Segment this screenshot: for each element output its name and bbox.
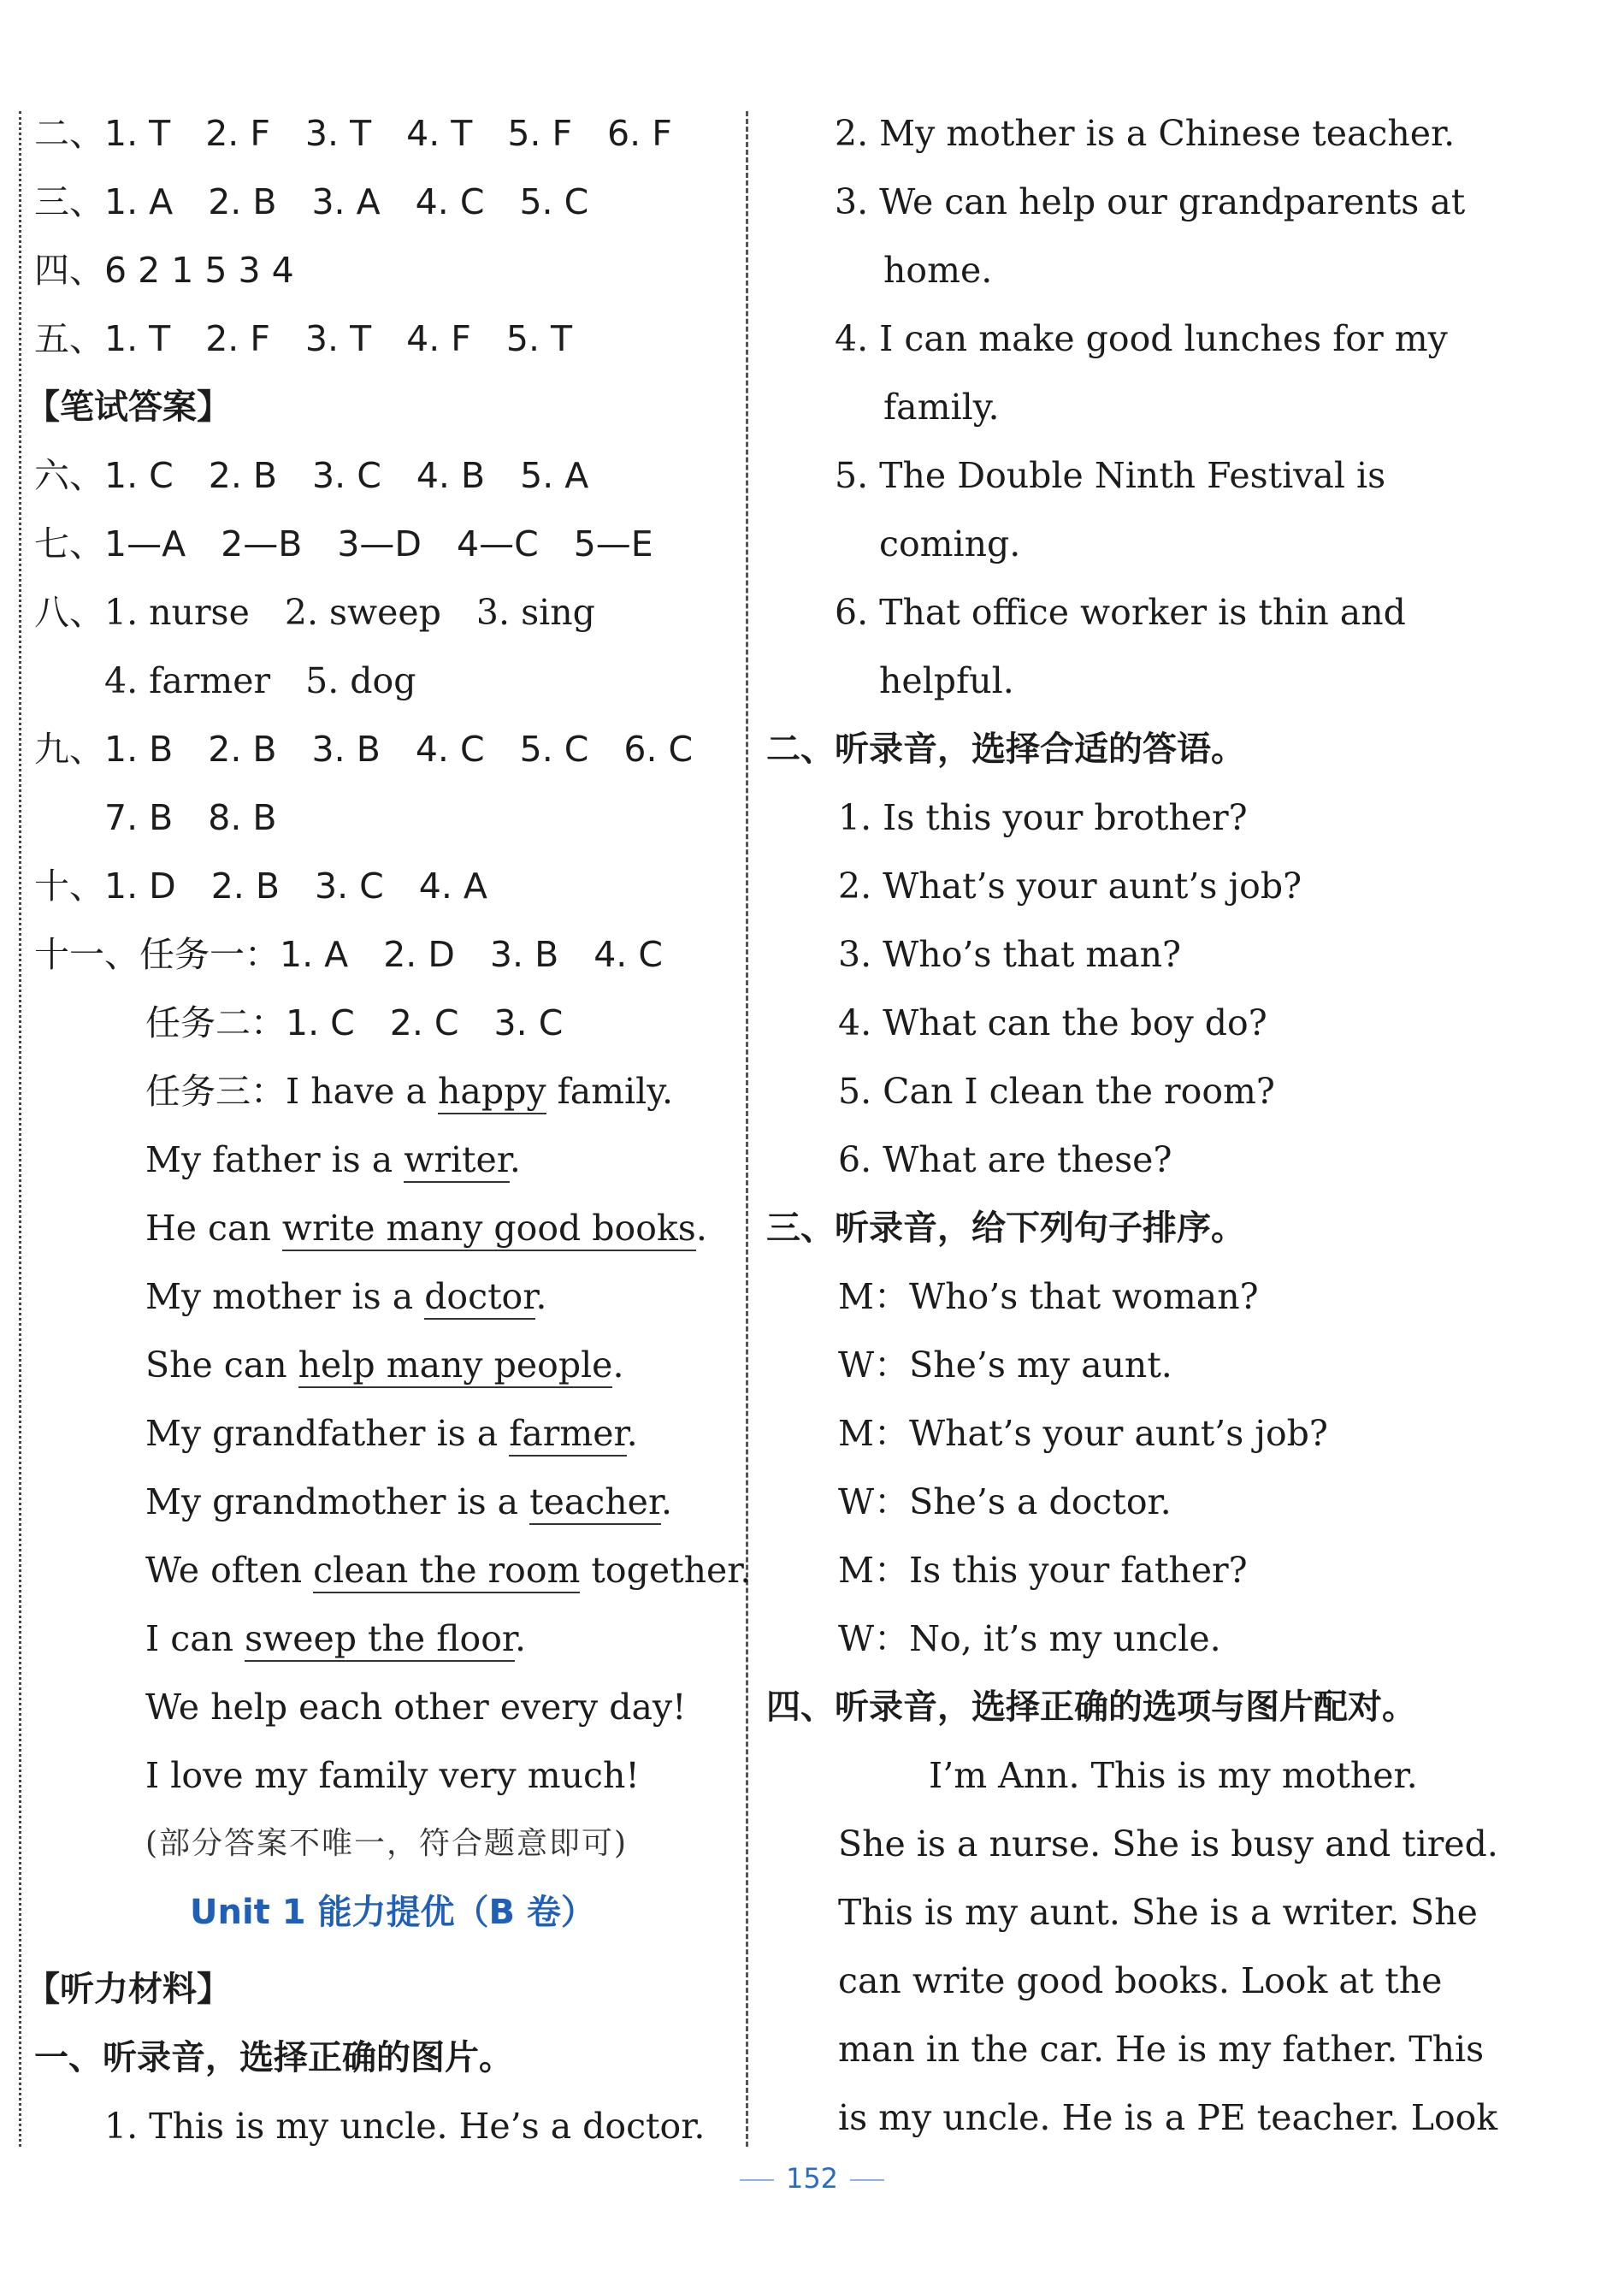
- dialogue-line-3: M：What’s your aunt’s job?: [838, 1413, 1328, 1454]
- dialogue-line-5: M：Is this your father?: [838, 1550, 1248, 1591]
- unit-title: Unit 1 能力提优（B 卷）: [190, 1893, 595, 1932]
- answer-note: (部分答案不唯一，符合题意即可): [145, 1826, 629, 1861]
- task3-line-6: My grandfather is a farmer.: [145, 1409, 638, 1457]
- task3-line-4: My mother is a doctor.: [145, 1273, 546, 1321]
- answer-line-er: 二、1. T 2. F 3. T 4. T 5. F 6. F: [34, 113, 672, 154]
- yi-item-6-cont: helpful.: [879, 660, 1014, 701]
- yi-item-6: 6. That office worker is thin and: [835, 592, 1406, 633]
- dialogue-line-2: W：She’s my aunt.: [838, 1344, 1172, 1386]
- task3-line-9: I can sweep the floor.: [145, 1615, 526, 1663]
- answer-line-jiu-2: 7. B 8. B: [104, 797, 277, 838]
- passage-line-1: I’m Ann. This is my mother.: [929, 1755, 1418, 1796]
- er-question-1: 1. Is this your brother?: [838, 797, 1248, 838]
- answer-line-shiyi-2: 任务二：1. C 2. C 3. C: [145, 1002, 564, 1043]
- task3-line-7: My grandmother is a teacher.: [145, 1478, 672, 1526]
- written-answers-header: 【笔试答案】: [26, 387, 231, 427]
- yi-item-2: 2. My mother is a Chinese teacher.: [835, 113, 1456, 154]
- er-question-6: 6. What are these?: [838, 1139, 1172, 1180]
- passage-line-6: is my uncle. He is a PE teacher. Look: [838, 2097, 1498, 2138]
- answer-line-si: 四、6 2 1 5 3 4: [34, 250, 294, 291]
- yi-item-5-cont: coming.: [879, 523, 1021, 564]
- yi-item-5: 5. The Double Ninth Festival is: [835, 455, 1386, 496]
- line-text: 3. We can help our grandparents at: [835, 181, 1466, 222]
- answer-line-shiyi-1: 十一、任务一：1. A 2. D 3. B 4. C: [34, 934, 663, 975]
- answer-line-jiu-1: 九、1. B 2. B 3. B 4. C 5. C 6. C: [34, 729, 694, 770]
- task3-line-2: My father is a writer.: [145, 1136, 521, 1184]
- fill-answer: sweep the floor: [245, 1618, 515, 1662]
- task3-line-5: She can help many people.: [145, 1341, 624, 1389]
- er-question-3: 3. Who’s that man?: [838, 934, 1182, 975]
- fill-answer: clean the room: [313, 1550, 580, 1593]
- left-margin-dotted-line: [19, 111, 21, 2147]
- answer-line-liu: 六、1. C 2. B 3. C 4. B 5. A: [34, 455, 589, 496]
- fill-answer: help many people: [298, 1344, 613, 1388]
- task3-line-8: We often clean the room together.: [145, 1546, 751, 1594]
- task3-line-3: He can write many good books.: [145, 1204, 707, 1252]
- answer-line-qi: 七、1—A 2—B 3—D 4—C 5—E: [34, 523, 653, 564]
- er-question-2: 2. What’s your aunt’s job?: [838, 866, 1302, 907]
- page-number-dash-right: [850, 2179, 884, 2181]
- fill-answer: teacher: [529, 1481, 661, 1525]
- fill-answer: write many good books: [282, 1208, 696, 1251]
- dialogue-line-1: M：Who’s that woman?: [838, 1276, 1259, 1317]
- passage-line-3: This is my aunt. She is a writer. She: [838, 1892, 1478, 1933]
- fill-answer: doctor: [424, 1276, 535, 1320]
- answer-line-shi: 十、1. D 2. B 3. C 4. A: [34, 866, 487, 907]
- section-san-header: 三、听录音，给下列句子排序。: [766, 1208, 1245, 1248]
- er-question-5: 5. Can I clean the room?: [838, 1071, 1275, 1112]
- answer-line-san: 三、1. A 2. B 3. A 4. C 5. C: [34, 181, 589, 222]
- answer-line-ba-1: 八、1. nurse 2. sweep 3. sing: [34, 592, 595, 633]
- yi-item-3-cont: home.: [883, 250, 993, 291]
- section-yi-item-1: 1. This is my uncle. He’s a doctor.: [104, 2106, 706, 2147]
- answer-line-ba-2: 4. farmer 5. dog: [104, 660, 416, 701]
- yi-item-4-cont: family.: [883, 387, 1000, 428]
- fill-answer: happy: [438, 1071, 546, 1114]
- page-number: [0, 2162, 1624, 2195]
- passage-line-4: can write good books. Look at the: [838, 1960, 1443, 2001]
- task3-line-11: I love my family very much!: [145, 1755, 640, 1796]
- page-number-text: 152: [785, 2162, 839, 2195]
- section-yi-header: 一、听录音，选择正确的图片。: [34, 2038, 513, 2077]
- section-er-header: 二、听录音，选择合适的答语。: [766, 730, 1245, 769]
- passage-line-5: man in the car. He is my father. This: [838, 2029, 1485, 2070]
- passage-line-2: She is a nurse. She is busy and tired.: [838, 1823, 1498, 1864]
- column-divider: [746, 111, 748, 2147]
- yi-item-4: 4. I can make good lunches for my: [835, 318, 1448, 359]
- answer-line-wu: 五、1. T 2. F 3. T 4. F 5. T: [34, 318, 573, 359]
- fill-answer: farmer: [509, 1413, 626, 1457]
- page-number-dash-left: [740, 2179, 774, 2181]
- fill-answer: writer: [404, 1139, 510, 1183]
- task3-line-10: We help each other every day!: [145, 1687, 687, 1728]
- section-si-header: 四、听录音，选择正确的选项与图片配对。: [766, 1687, 1416, 1727]
- dialogue-line-4: W：She’s a doctor.: [838, 1481, 1172, 1522]
- er-question-4: 4. What can the boy do?: [838, 1002, 1267, 1043]
- listening-material-header: 【听力材料】: [26, 1970, 231, 2009]
- dialogue-line-6: W：No, it’s my uncle.: [838, 1618, 1221, 1659]
- yi-item-3: [835, 178, 1466, 226]
- task3-line-1: 任务三：I have a happy family.: [145, 1067, 673, 1115]
